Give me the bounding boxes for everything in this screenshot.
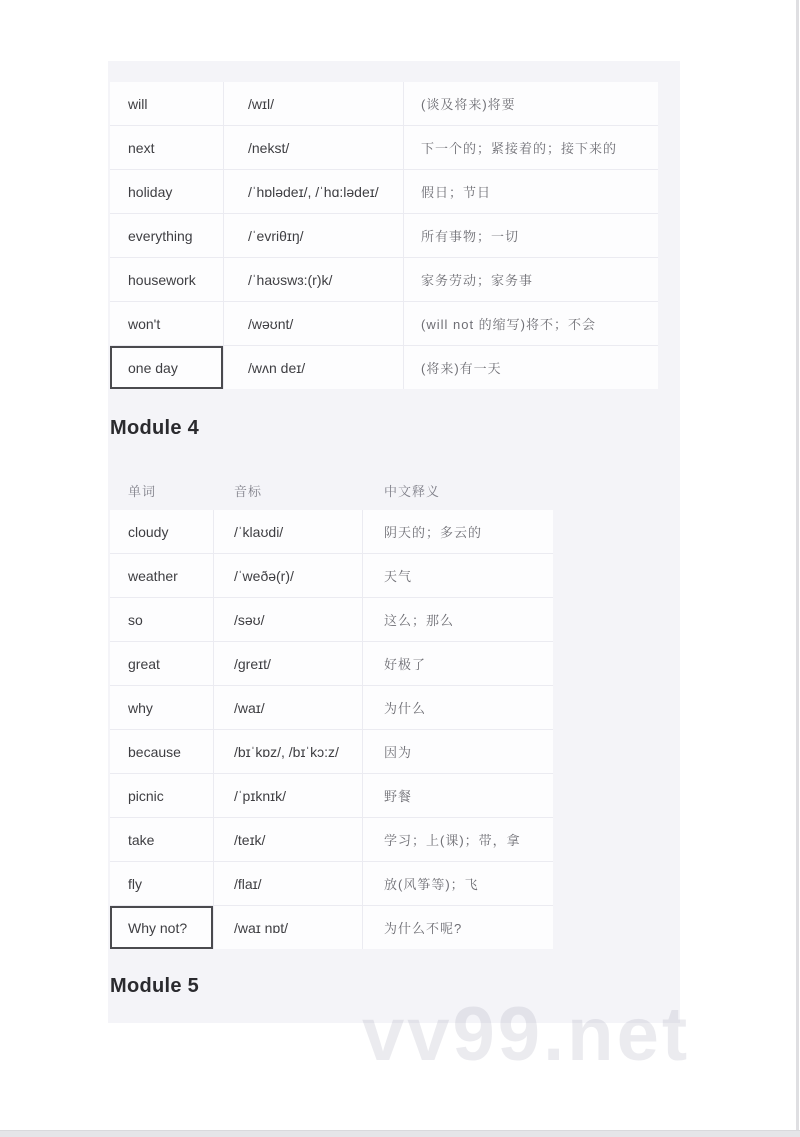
meaning-cell-text: 所有事物；一切 <box>421 229 520 244</box>
word-cell-text: great <box>128 655 160 672</box>
meaning-cell <box>404 346 658 389</box>
ipa-cell-text: /ˈweðə(r)/ <box>234 567 294 584</box>
vocab-table-module4 <box>110 510 553 949</box>
meaning-cell <box>404 302 658 345</box>
ipa-cell-text: /nekst/ <box>248 139 290 156</box>
ipa-cell <box>214 686 362 729</box>
word-cell-text: cloudy <box>128 523 169 540</box>
ipa-cell-text: /wɪl/ <box>248 95 274 112</box>
module-4-heading: Module 4 <box>110 417 200 439</box>
word-cell <box>110 642 213 685</box>
meaning-cell <box>363 642 553 685</box>
ipa-cell <box>214 862 362 905</box>
word-cell-text: weather <box>128 567 178 584</box>
word-cell-text: one day <box>128 359 178 376</box>
meaning-cell-text: 为什么不呢? <box>384 921 463 936</box>
meaning-cell <box>363 598 553 641</box>
ipa-cell <box>214 730 362 773</box>
meaning-cell <box>404 82 658 125</box>
word-cell-text: picnic <box>128 787 164 804</box>
header-cell-meaning: 中文释义 <box>384 483 441 499</box>
scrollbar-track[interactable] <box>796 0 799 1130</box>
word-cell-text: housework <box>128 271 196 288</box>
bottom-bar <box>0 1130 800 1137</box>
ipa-cell-text: /waɪ/ <box>234 699 265 716</box>
ipa-cell-text: /ˈhɒlədeɪ/, /ˈhɑ:lədeɪ/ <box>248 183 379 200</box>
ipa-cell-text: /greɪt/ <box>234 655 271 672</box>
ipa-cell <box>224 214 403 257</box>
ipa-cell-text: /teɪk/ <box>234 831 266 848</box>
ipa-cell-text: /ˈklaʊdi/ <box>234 523 284 540</box>
meaning-cell-text: 野餐 <box>384 789 413 804</box>
table-header-row <box>110 470 553 510</box>
ipa-cell <box>214 510 362 553</box>
word-cell-text: fly <box>128 875 142 892</box>
meaning-cell-text: 为什么 <box>384 701 427 716</box>
word-cell <box>110 730 213 773</box>
word-cell <box>110 170 223 213</box>
word-cell <box>110 862 213 905</box>
ipa-cell <box>224 258 403 301</box>
meaning-cell-text: 因为 <box>384 745 413 760</box>
meaning-cell-text: 放(风筝等)；飞 <box>384 877 479 892</box>
word-cell <box>110 214 223 257</box>
meaning-cell <box>363 510 553 553</box>
word-cell-text: so <box>128 611 143 628</box>
ipa-cell-text: /flaɪ/ <box>234 875 262 892</box>
word-cell-text: because <box>128 743 181 760</box>
word-cell <box>110 510 213 553</box>
word-cell <box>110 346 223 389</box>
watermark: vv99.net <box>362 992 691 1077</box>
meaning-cell-text: 阴天的；多云的 <box>384 525 483 540</box>
ipa-cell <box>224 82 403 125</box>
meaning-cell-text: 这么；那么 <box>384 613 455 628</box>
word-cell <box>110 818 213 861</box>
meaning-cell-text: 假日；节日 <box>421 185 492 200</box>
meaning-cell <box>363 730 553 773</box>
word-cell <box>110 258 223 301</box>
ipa-cell <box>214 642 362 685</box>
header-cell-word: 单词 <box>128 483 157 499</box>
ipa-cell <box>224 346 403 389</box>
word-cell-text: why <box>128 699 153 716</box>
meaning-cell-text: 家务劳动；家务事 <box>421 273 534 288</box>
ipa-cell-text: /wəʊnt/ <box>248 315 294 332</box>
meaning-cell <box>363 686 553 729</box>
ipa-cell-text: /bɪˈkɒz/, /bɪˈkɔ:z/ <box>234 743 339 760</box>
meaning-cell <box>404 214 658 257</box>
meaning-cell <box>363 862 553 905</box>
ipa-cell <box>224 170 403 213</box>
meaning-cell-text: (谈及将来)将要 <box>421 97 516 112</box>
meaning-cell <box>404 170 658 213</box>
ipa-cell-text: /səʊ/ <box>234 611 265 628</box>
ipa-cell-text: /ˈhaʊswɜ:(r)k/ <box>248 271 333 288</box>
word-cell <box>110 302 223 345</box>
ipa-cell <box>214 906 362 949</box>
ipa-cell <box>214 554 362 597</box>
word-cell-text: take <box>128 831 155 848</box>
ipa-cell <box>214 598 362 641</box>
vocab-table-module3 <box>110 82 658 389</box>
meaning-cell-text: 好极了 <box>384 657 427 672</box>
word-cell <box>110 774 213 817</box>
meaning-cell-text: 学习；上(课)；带，拿 <box>384 833 521 848</box>
meaning-cell <box>363 554 553 597</box>
word-cell <box>110 82 223 125</box>
meaning-cell <box>363 818 553 861</box>
meaning-cell-text: (将来)有一天 <box>421 361 502 376</box>
word-cell <box>110 598 213 641</box>
word-cell <box>110 554 213 597</box>
meaning-cell <box>363 906 553 949</box>
meaning-cell-text: 天气 <box>384 569 413 584</box>
word-cell-text: Why not? <box>128 919 188 936</box>
word-cell-text: everything <box>128 227 193 244</box>
word-cell-text: next <box>128 139 155 156</box>
ipa-cell <box>214 774 362 817</box>
meaning-cell-text: (will not 的缩写)将不；不会 <box>421 317 597 332</box>
word-cell <box>110 686 213 729</box>
ipa-cell-text: /ˈpɪknɪk/ <box>234 787 286 804</box>
header-cell-ipa: 音标 <box>234 483 263 499</box>
word-cell-text: will <box>128 95 148 112</box>
meaning-cell <box>363 774 553 817</box>
meaning-cell <box>404 126 658 169</box>
ipa-cell-text: /wʌn deɪ/ <box>248 359 306 376</box>
module-5-heading: Module 5 <box>110 975 200 997</box>
word-cell <box>110 126 223 169</box>
ipa-cell <box>224 126 403 169</box>
word-cell-text: holiday <box>128 183 173 200</box>
ipa-cell <box>224 302 403 345</box>
word-cell-text: won't <box>128 315 161 332</box>
ipa-cell-text: /waɪ nɒt/ <box>234 919 289 936</box>
ipa-cell <box>214 818 362 861</box>
meaning-cell <box>404 258 658 301</box>
ipa-cell-text: /ˈevriθɪŋ/ <box>248 227 304 244</box>
word-cell <box>110 906 213 949</box>
meaning-cell-text: 下一个的；紧接着的；接下来的 <box>421 141 618 156</box>
